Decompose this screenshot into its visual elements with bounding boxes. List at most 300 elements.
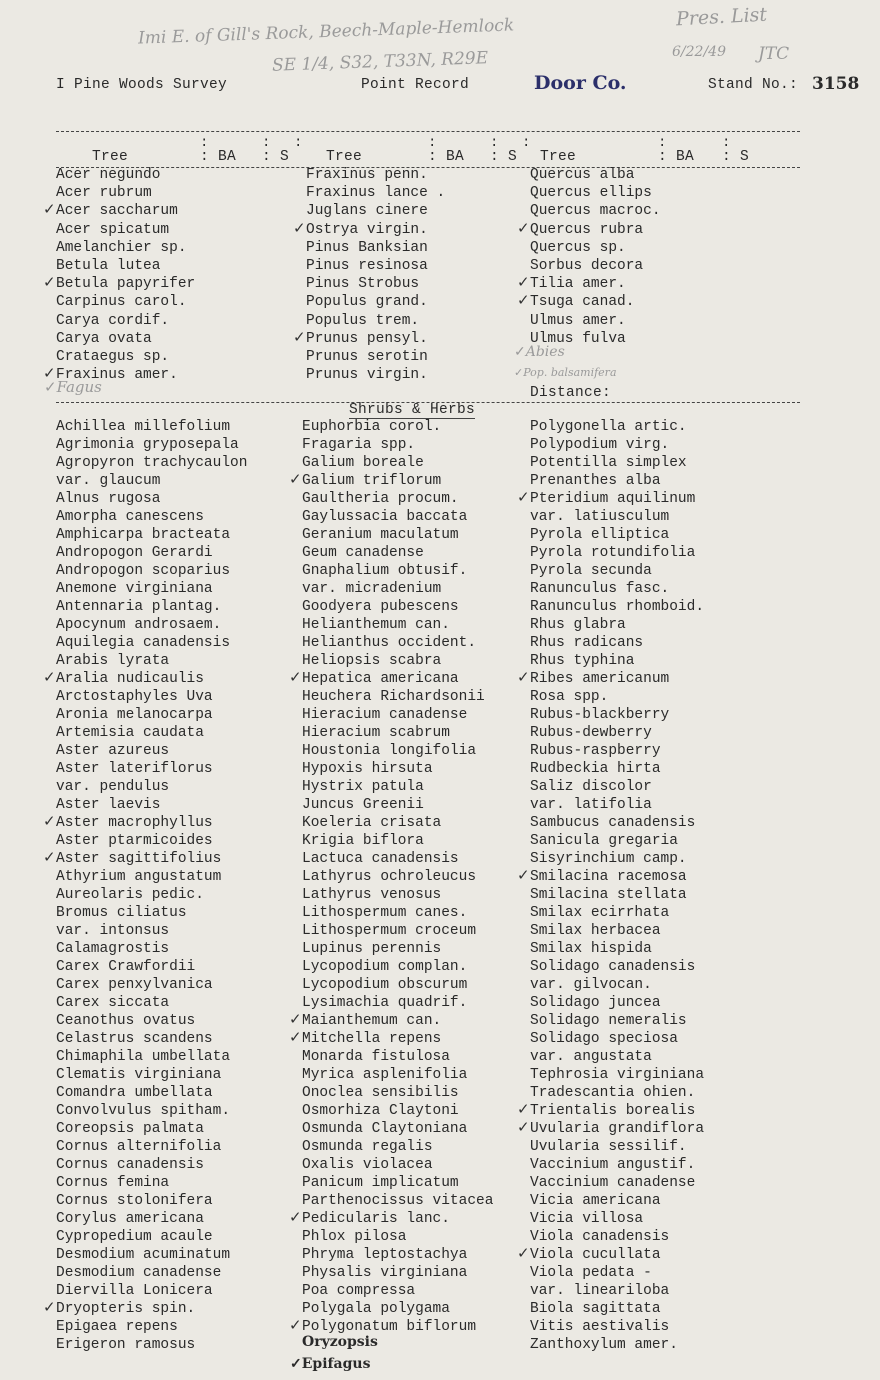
species-name: Poa compressa [302,1283,416,1299]
ba-header-3: : BA [658,149,695,165]
species-name: Cornus femina [56,1175,170,1191]
check-mark-icon: ✓ [289,1208,302,1226]
species-name: Goodyera pubescens [302,599,459,615]
stand-number: 3158 [812,74,860,94]
species-item [530,436,704,454]
species-name: Agrimonia gryposepala [56,437,239,453]
species-name: Smilax ecirrhata [530,905,670,921]
species-name: Uvularia grandiflora [530,1121,705,1137]
species-name: Populus grand. [306,294,428,311]
species-item [530,184,661,202]
species-name: Smilax herbacea [530,923,661,939]
tree-list-col-2 [293,166,446,384]
species-name: Aster sagittifolius [56,851,222,867]
species-item [530,778,704,796]
species-item [56,257,195,275]
species-item [289,1028,493,1048]
species-name: Aralia nudicaulis [56,671,204,687]
species-item [293,327,445,348]
species-item [43,848,247,868]
species-item [306,312,445,330]
location-note-line2: SE 1/4, S32, T33N, R29E [271,48,489,76]
species-name: Cornus canadensis [56,1157,204,1173]
species-item [530,634,704,652]
species-name: Prunus pensyl. [306,330,428,347]
check-mark-icon: ✓ [289,668,302,686]
colon-marker: : [428,135,437,151]
shrub-list-col-3 [517,418,705,1354]
species-name: var. lineariloba [530,1283,670,1299]
species-name: Polygala polygama [302,1301,450,1317]
species-name: Lactuca canadensis [302,851,459,867]
location-note-line1: Imi E. of Gill's Rock, Beech-Maple-Hemlock [137,15,515,49]
species-name: Cornus stolonifera [56,1193,213,1209]
species-item [306,366,445,384]
species-item [302,724,493,742]
species-item [56,922,247,940]
species-name: Gaylussacia baccata [302,509,468,525]
species-name: Amelanchier sp. [56,239,187,256]
species-item [56,904,247,922]
top-right-note: Pres. List [675,3,768,31]
species-item [530,922,704,940]
species-name: Carex siccata [56,995,170,1011]
colon-marker: : [490,135,499,151]
species-name: Juncus Greenii [302,797,424,813]
species-name: Pyrola rotundifolia [530,545,696,561]
species-item [530,706,704,724]
species-item [530,202,661,220]
tree-header-2: Tree [326,149,363,165]
species-name: Andropogon scoparius [56,563,231,579]
species-name: var. intonsus [56,923,170,939]
species-item [43,668,247,688]
species-item [289,1208,493,1228]
species-name: Quercus ellips [530,185,652,202]
species-item [530,166,661,184]
species-name: Fraxinus penn. [306,167,428,183]
species-item [56,1246,247,1264]
species-name: Vaccinium canadense [530,1175,696,1191]
species-name: Heuchera Richardsonii [302,689,485,705]
species-item [530,616,704,634]
species-name: Krigia biflora [302,833,424,849]
species-name: Potentilla simplex [530,455,687,471]
species-item [302,1282,493,1300]
species-item [306,239,445,257]
species-item [302,1246,493,1264]
colon-marker: : [658,135,667,151]
species-name: Parthenocissus vitacea [302,1193,494,1209]
species-item [302,760,493,778]
species-name: Pteridium aquilinum [530,491,696,507]
species-item [302,598,493,616]
species-name: Hieracium scabrum [302,725,450,741]
species-name: Artemisia caudata [56,725,204,741]
species-name: Betula papyrifer [56,276,196,293]
species-item [302,742,493,760]
species-item [530,598,704,616]
species-name: Acer rubrum [56,185,152,202]
species-item [56,1192,247,1210]
species-item [56,508,247,526]
species-item [302,994,493,1012]
species-name: Ribes americanum [530,671,670,687]
species-item [289,668,493,688]
species-name: Smilax hispida [530,941,652,957]
species-name: Houstonia longifolia [302,743,477,759]
species-item [56,526,247,544]
species-item [302,958,493,976]
species-name: Polypodium virg. [530,437,670,453]
species-name: Anemone virginiana [56,581,213,597]
species-name: Solidago juncea [530,995,661,1011]
species-item [530,1048,704,1066]
species-item [56,418,247,436]
species-name: Vaccinium angustif. [530,1157,696,1173]
species-name: Ranunculus fasc. [530,581,670,597]
species-name: Sisyrinchium camp. [530,851,687,867]
species-name: Fraxinus amer. [56,367,178,384]
species-item [302,544,493,562]
species-name: var. micradenium [302,581,442,597]
species-name: Ulmus fulva [530,330,626,347]
species-item [517,488,704,508]
species-item [302,868,493,886]
species-name: Rubus-raspberry [530,743,661,759]
species-item [530,239,661,257]
species-item [302,508,493,526]
species-name: Arctostaphyles Uva [56,689,213,705]
species-item [56,1210,247,1228]
species-name: Smilacina racemosa [530,869,687,885]
species-name: Comandra umbellata [56,1085,213,1101]
species-item [302,580,493,598]
species-name: Juglans cinere [306,203,428,220]
species-item [43,812,247,832]
species-item [530,526,704,544]
ba-header-2: : BA [428,149,465,165]
species-name: Lysimachia quadrif. [302,995,468,1011]
species-item [530,652,704,670]
species-item [530,1192,704,1210]
species-name: Acer spicatum [56,221,170,238]
species-name: Aster azureus [56,743,170,759]
species-name: Quercus alba [530,167,635,183]
species-name: Monarda fistulosa [302,1049,450,1065]
species-name: Desmodium canadense [56,1265,222,1281]
species-name: Uvularia sessilif. [530,1139,687,1155]
species-name: Acer saccharum [56,203,178,220]
species-name: Fragaria spp. [302,437,416,453]
species-name: Viola cucullata [530,1247,661,1263]
species-name: Galium boreale [302,455,424,471]
species-name: Polygonella artic. [530,419,687,435]
species-item [56,562,247,580]
species-item [56,1138,247,1156]
species-name: Convolvulus spitham. [56,1103,231,1119]
colon-marker: : [722,135,731,151]
species-item [56,706,247,724]
species-name: var. pendulus [56,779,170,795]
species-name: Amphicarpa bracteata [56,527,231,543]
species-item [530,904,704,922]
species-name: Lithospermum croceum [302,923,477,939]
species-name: Tilia amer. [530,276,626,293]
check-mark-icon: ✓ [293,327,306,346]
species-item [56,958,247,976]
species-name: var. angustata [530,1049,652,1065]
species-item [302,490,493,508]
colon-marker: : [522,135,531,151]
species-name: Myrica asplenifolia [302,1067,468,1083]
species-item [517,218,661,239]
species-name: Vitis aestivalis [530,1319,670,1335]
species-name: Sorbus decora [530,257,644,274]
species-item [56,868,247,886]
species-item [293,218,445,239]
check-mark-icon: ✓ [517,273,530,292]
species-item [306,257,445,275]
species-item [517,291,661,311]
species-item [43,1298,247,1318]
species-item [302,796,493,814]
species-name: Euphorbia corol. [302,419,442,435]
species-name: Ceanothus ovatus [56,1013,196,1029]
species-item [302,454,493,472]
species-item [530,1264,704,1282]
species-item [56,1048,247,1066]
colon-marker: : [200,135,209,151]
species-item [530,312,661,330]
species-item [530,886,704,904]
tree-list-col-1 [43,166,196,384]
species-name: Antennaria plantag. [56,599,222,615]
species-item [289,470,493,490]
species-item [530,1012,704,1030]
species-name: Osmorhiza Claytoni [302,1103,459,1119]
species-item [530,1066,704,1084]
check-mark-icon: ✓ [43,848,56,866]
species-name: Agropyron trachycaulon [56,455,248,471]
survey-title: I Pine Woods Survey [56,77,228,93]
species-name: Diervilla Lonicera [56,1283,213,1299]
species-item [530,1300,704,1318]
stand-label: Stand No.: [708,77,799,93]
species-item [306,293,445,311]
species-name: Lithospermum canes. [302,905,468,921]
species-name: Gaultheria procum. [302,491,459,507]
tree-header-3: Tree [540,149,577,165]
species-item [302,1102,493,1120]
colon-marker: : [262,135,271,151]
date-note: 6/22/49 [672,44,726,60]
colon-marker: : [294,135,303,151]
species-name: Betula lutea [56,257,161,274]
species-item [302,562,493,580]
species-item [302,1174,493,1192]
species-item [302,1066,493,1084]
species-name: Smilacina stellata [530,887,687,903]
species-item [56,652,247,670]
check-mark-icon: ✓ [517,1118,530,1136]
species-item [306,275,445,293]
species-name: Osmunda regalis [302,1139,433,1155]
species-item [56,832,247,850]
species-name: Pyrola secunda [530,563,652,579]
species-name: Phryma leptostachya [302,1247,468,1263]
species-name: Prenanthes alba [530,473,661,489]
s-header-2: : S [490,149,518,165]
species-name: Viola pedata - [530,1265,652,1281]
species-item [302,706,493,724]
species-item [302,1264,493,1282]
species-item [302,652,493,670]
species-name: Sambucus canadensis [530,815,696,831]
species-name: Biola sagittata [530,1301,661,1317]
species-item [56,994,247,1012]
species-name: Ulmus amer. [530,312,626,329]
species-item [302,940,493,958]
species-name: Aureolaris pedic. [56,887,204,903]
species-name: Saliz discolor [530,779,652,795]
species-name: Gnaphalium obtusif. [302,563,468,579]
species-name: Carya ovata [56,330,152,347]
pop-balsam-note: ✓Pop. balsamifera [514,366,617,379]
species-name: Aster ptarmicoides [56,833,213,849]
species-item [56,1084,247,1102]
species-name: Prunus serotin [306,348,428,365]
tree-header-1: Tree [92,149,129,165]
species-name: Fraxinus lance . [306,185,446,202]
s-header-3: : S [722,149,750,165]
species-name: Trientalis borealis [530,1103,696,1119]
species-name: Calamagrostis [56,941,170,957]
check-mark-icon: ✓ [43,273,56,292]
species-item [56,796,247,814]
species-item [56,1336,247,1354]
species-item [302,418,493,436]
abies-note: ✓Abies [514,344,565,360]
species-name: Cornus alternifolia [56,1139,222,1155]
check-mark-icon: ✓ [517,1100,530,1118]
ba-header-1: : BA [200,149,237,165]
species-name: Rudbeckia hirta [530,761,661,777]
species-name: Viola canadensis [530,1229,670,1245]
species-name: Lupinus perennis [302,941,442,957]
species-item [302,904,493,922]
check-mark-icon: ✓ [43,812,56,830]
species-item [530,508,704,526]
species-name: var. gilvocan. [530,977,652,993]
species-name: Amorpha canescens [56,509,204,525]
species-item [56,1282,247,1300]
check-mark-icon: ✓ [43,364,56,383]
check-mark-icon: ✓ [293,218,306,237]
check-mark-icon: ✓ [289,470,302,488]
check-mark-icon: ✓ [43,668,56,686]
fagus-note: ✓Fagus [44,378,102,396]
species-item [530,1210,704,1228]
species-item [56,742,247,760]
species-item [530,832,704,850]
species-item [530,1318,704,1336]
check-mark-icon: ✓ [43,1298,56,1316]
check-mark-icon: ✓ [289,1010,302,1028]
species-name: Rhus glabra [530,617,626,633]
species-item [56,778,247,796]
species-item [56,1102,247,1120]
species-item [302,1120,493,1138]
species-item [56,293,195,311]
species-item [56,436,247,454]
species-item [517,866,704,886]
species-item [43,200,195,220]
record-title: Point Record [361,77,470,93]
species-name: Onoclea sensibilis [302,1085,459,1101]
check-mark-icon: ✓ [517,668,530,686]
species-item [530,742,704,760]
species-item [517,668,704,688]
species-name: Epigaea repens [56,1319,178,1335]
species-name: Hypoxis hirsuta [302,761,433,777]
species-name: Hepatica americana [302,671,459,687]
species-name: Alnus rugosa [56,491,161,507]
county-note: Door Co. [534,72,627,94]
shrub-list-col-2 [289,418,494,1336]
species-item [56,348,195,366]
species-item [530,562,704,580]
species-item [302,1138,493,1156]
species-name: Andropogon Gerardi [56,545,213,561]
species-item [302,526,493,544]
species-name: Aquilegia canadensis [56,635,231,651]
species-item [302,1228,493,1246]
species-item [302,850,493,868]
species-item [56,184,195,202]
species-item [517,273,661,293]
species-name: Dryopteris spin. [56,1301,196,1317]
species-item [530,724,704,742]
species-item [56,1174,247,1192]
species-item [56,1156,247,1174]
species-item [306,166,445,184]
species-name: Tradescantia ohien. [530,1085,696,1101]
species-name: Aster macrophyllus [56,815,213,831]
species-item [517,1118,705,1138]
species-name: Hystrix patula [302,779,424,795]
species-name: Mitchella repens [302,1031,442,1047]
species-name: Achillea millefolium [56,419,231,435]
species-item [306,348,445,366]
species-name: Pyrola elliptica [530,527,670,543]
species-item [517,1100,704,1120]
species-item [56,1066,247,1084]
species-name: Solidago speciosa [530,1031,678,1047]
initials-note: JTC [758,44,790,64]
species-item [530,1156,704,1174]
species-name: Aronia melanocarpa [56,707,213,723]
shrubs-herbs-title: Shrubs & Herbs [349,402,476,418]
species-name: Tsuga canad. [530,294,635,311]
species-item [56,1012,247,1030]
species-item [302,1192,493,1210]
species-name: Oxalis violacea [302,1157,433,1173]
species-name: Quercus rubra [530,221,644,238]
check-mark-icon: ✓ [517,291,530,310]
species-item [530,1336,704,1354]
species-item [530,1030,704,1048]
